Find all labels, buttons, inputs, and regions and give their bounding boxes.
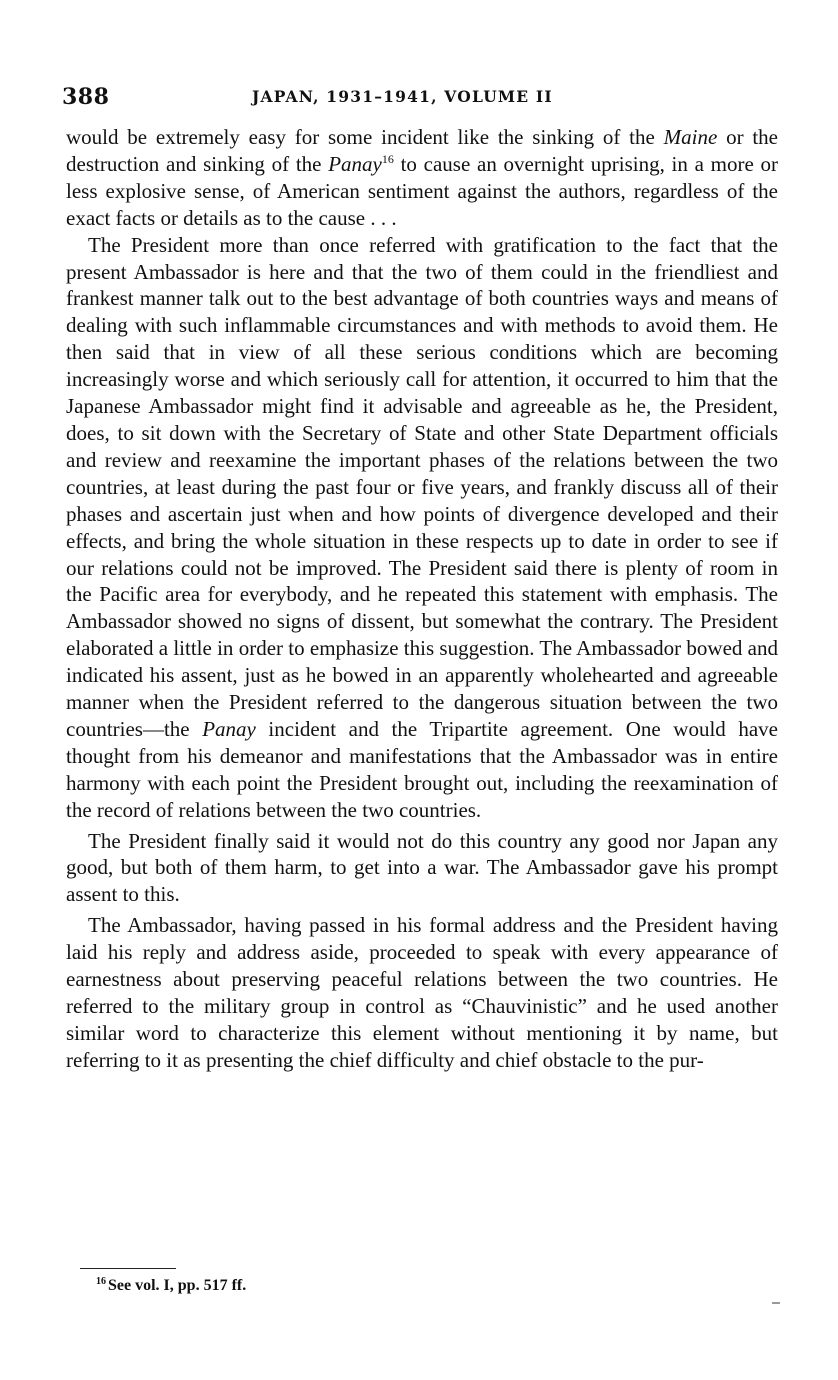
page-header — [62, 84, 772, 120]
paragraph-4 — [66, 912, 778, 1073]
paragraph-2-text-b: incident and the Tripartite agreement. One would have thought from his demeanor and manifestations that the Ambassador was in entire harmony with each point the President brought out, including the reexamination of the record of relations between the two countries. — [66, 716, 778, 822]
page-number: 388 — [62, 84, 110, 110]
italic-maine: Maine — [663, 125, 718, 149]
italic-panay-2: Panay — [202, 716, 256, 741]
paragraph-1-text-a: would be extremely easy for some incident like the sinking of the — [66, 125, 664, 149]
footnote-rule — [80, 1268, 176, 1269]
footnote-marker: 16 — [96, 1275, 106, 1287]
italic-panay: Panay — [328, 151, 382, 176]
footnote-text: See vol. I, pp. 517 ff. — [108, 1277, 247, 1294]
body-text — [66, 124, 778, 1074]
paragraph-2 — [66, 232, 778, 824]
paragraph-1 — [66, 124, 778, 232]
paragraph-1-text-c: to cause an overnight uprising, in a more or less explosive sense, of American sentiment against the authors, regardless of the exact facts or details as to the cause . . . — [66, 151, 778, 230]
running-head: JAPAN, 1931–1941, VOLUME II — [252, 87, 553, 106]
paragraph-2-text-a: The President more than once referred with gratification to the fact that the present Ambassador is here and that the two of them could in the friendliest and frankest manner talk out to the best advantage of both countries ways and means of dealing with such inflammable circumstances and with methods to avoid them. He then said that in view of all these serious conditions which are becoming increasingly worse and which seriously call for attention, it occurred to him that the Japanese Ambassador might find it advisable and agreeable as he, the President, does, to sit down with the Secretary of State and other State Department officials and review and reexamine the important phases of the relations between the two countries, at least during the past four or five years, and frankly discuss all of their phases and ascertain just when and how points of divergence developed and their effects, and bring the whole situation in these respects up to date in order to see if our relations could not be improved. The President said there is plenty of room in the Pacific area for everybody, and he repeated this statement with emphasis. The Ambassador showed no signs of dissent, but somewhat the contrary. The President elaborated a little in order to emphasize this suggestion. The Ambassador bowed and indicated his assent, just as he bowed in an apparently wholehearted and agreeable manner when the President referred to the dangerous situation between the two countries—the — [66, 232, 778, 741]
paragraph-3 — [66, 828, 778, 909]
paragraph-3-text: The President finally said it would not do this country any good nor Japan any good, but both of them harm, to get into a war. The Ambassador gave his prompt assent to this. — [66, 828, 778, 907]
paragraph-4-text: The Ambassador, having passed in his formal address and the President having laid his reply and address aside, proceeded to speak with every appearance of earnestness about preserving peaceful relations between the two countries. He referred to the military group in control as “Chauvinistic” and he used another similar word to characterize this element without mentioning it by name, but referring to it as presenting the chief difficulty and chief obstacle to the pur- — [66, 913, 778, 1072]
scan-speck — [772, 1302, 780, 1304]
footnote-reference: 16 — [381, 151, 394, 166]
paragraph-1-text-b: or the destruction and sinking of the — [66, 125, 779, 176]
footnote — [96, 1277, 246, 1295]
